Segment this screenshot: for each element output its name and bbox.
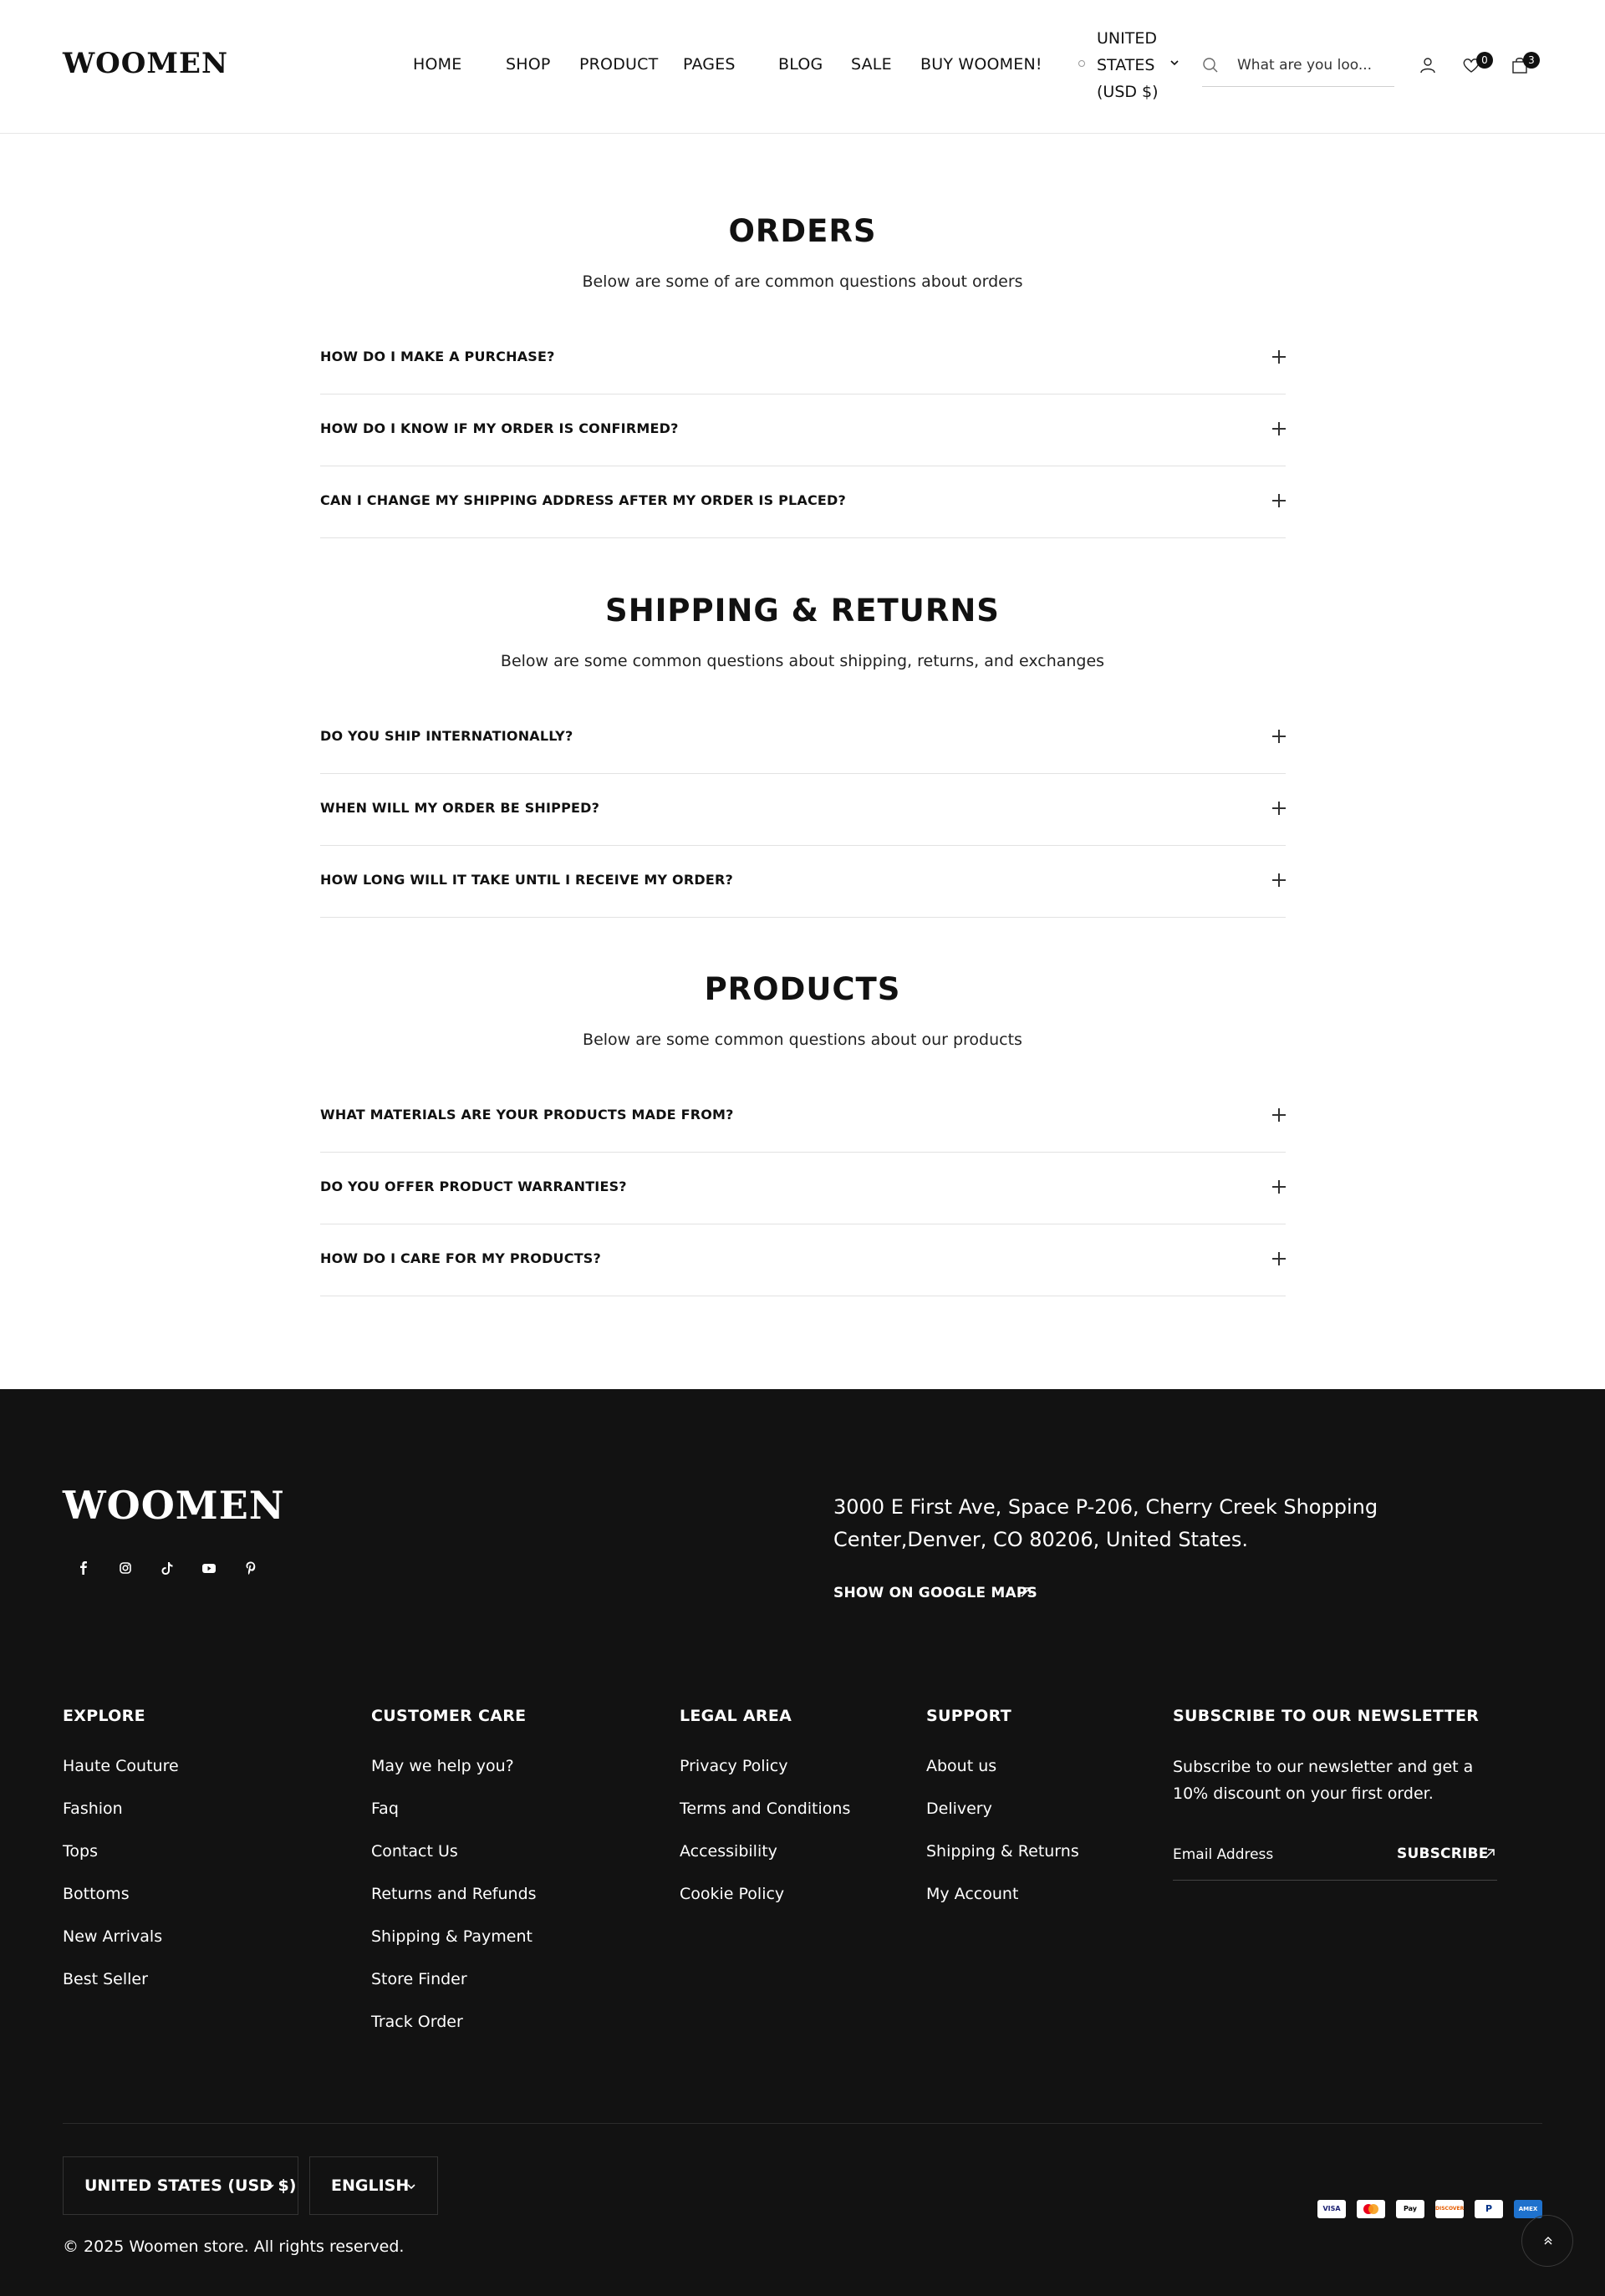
faq-section-subtitle-products: Below are some common questions about our products [583,1031,1022,1049]
plus-icon[interactable] [1272,422,1286,435]
footer-link[interactable]: New Arrivals [63,1927,163,1946]
footer-link[interactable]: Contact Us [371,1842,458,1861]
faq-item[interactable] [320,774,1286,846]
footer-divider [63,2123,1542,2124]
footer-link[interactable]: Terms and Conditions [680,1800,851,1818]
footer-col-title-support: SUPPORT [926,1707,1011,1725]
footer-link[interactable]: About us [926,1757,997,1775]
arrow-up-right-icon[interactable] [1020,1586,1032,1598]
faq-section-title-products: PRODUCTS [704,971,901,1007]
language-label: ENGLISH [331,2176,410,2195]
currency-label: UNITED STATES (USD $) [84,2176,297,2195]
amex-icon: AMEX [1514,2200,1542,2218]
country-selector[interactable] [1097,25,1159,105]
faq-question: HOW DO I KNOW IF MY ORDER IS CONFIRMED? [320,420,679,436]
newsletter-title: SUBSCRIBE TO OUR NEWSLETTER [1173,1707,1480,1725]
country-line: STATES [1097,56,1155,74]
faq-section-title-shipping: SHIPPING & RETURNS [605,593,1000,629]
currency-selector[interactable] [63,2156,298,2215]
footer-link[interactable]: Shipping & Returns [926,1842,1079,1861]
nav-sale[interactable]: SALE [851,55,892,74]
tiktok-icon[interactable] [157,1558,177,1578]
google-maps-link[interactable]: SHOW ON GOOGLE MAPS [833,1585,1037,1601]
footer-link[interactable]: Privacy Policy [680,1757,788,1775]
faq-item[interactable] [320,846,1286,918]
nav-shop[interactable]: SHOP [506,55,551,74]
mastercard-circles [1357,2200,1385,2218]
faq-question: DO YOU OFFER PRODUCT WARRANTIES? [320,1179,627,1194]
faq-question: HOW LONG WILL IT TAKE UNTIL I RECEIVE MY ORDER? [320,872,733,888]
country-line: UNITED [1097,29,1157,48]
faq-question: WHEN WILL MY ORDER BE SHIPPED? [320,800,600,816]
faq-item[interactable] [320,1081,1286,1153]
nav-product[interactable]: PRODUCT [579,55,659,74]
newsletter-form [1173,1839,1497,1881]
email-field[interactable] [1173,1842,1373,1867]
footer-link[interactable]: Returns and Refunds [371,1885,537,1903]
plus-icon[interactable] [1272,1108,1286,1122]
footer-link[interactable]: Track Order [371,2013,463,2031]
facebook-icon[interactable] [74,1558,94,1578]
site-footer [0,1389,1605,2296]
paypal-icon: P [1475,2200,1503,2218]
footer-logo[interactable]: WOOMEN [63,1483,285,1528]
globe-icon [1078,60,1085,67]
footer-link[interactable]: Accessibility [680,1842,777,1861]
nav-home[interactable]: HOME [413,55,462,74]
faq-question: CAN I CHANGE MY SHIPPING ADDRESS AFTER MY ORDER IS PLACED? [320,492,847,508]
site-logo[interactable]: WOOMEN [63,47,229,80]
nav-pages[interactable]: PAGES [683,55,736,74]
copyright: © 2025 Woomen store. All rights reserved. [63,2237,405,2256]
arrow-up-right-icon[interactable] [1484,1848,1495,1860]
faq-question: HOW DO I CARE FOR MY PRODUCTS? [320,1250,602,1266]
footer-link[interactable]: Best Seller [63,1970,148,1988]
back-to-top-button[interactable] [1521,2215,1573,2267]
footer-link[interactable]: Cookie Policy [680,1885,785,1903]
apple-pay-icon: Pay [1396,2200,1424,2218]
faq-question: HOW DO I MAKE A PURCHASE? [320,349,555,364]
plus-icon[interactable] [1272,873,1286,887]
account-icon[interactable] [1418,55,1438,75]
plus-icon[interactable] [1272,350,1286,364]
faq-section-subtitle-orders: Below are some of are common questions about orders [582,272,1023,291]
mastercard-icon [1357,2200,1385,2218]
faq-item[interactable] [320,702,1286,774]
youtube-icon[interactable] [199,1558,219,1578]
chevron-down-icon[interactable] [1170,59,1179,67]
footer-link[interactable]: Delivery [926,1800,992,1818]
chevron-down-icon [407,2182,415,2191]
plus-icon[interactable] [1272,802,1286,815]
faq-question: WHAT MATERIALS ARE YOUR PRODUCTS MADE FROM? [320,1107,734,1123]
plus-icon[interactable] [1272,1252,1286,1265]
wishlist-count-badge: 0 [1476,52,1493,69]
search-input[interactable] [1237,52,1388,79]
footer-link[interactable]: May we help you? [371,1757,514,1775]
faq-item[interactable] [320,323,1286,395]
footer-link[interactable]: Bottoms [63,1885,130,1903]
nav-buy-woomen[interactable]: BUY WOOMEN! [920,55,1042,74]
faq-section-title-orders: ORDERS [728,213,877,249]
instagram-icon[interactable] [115,1558,135,1578]
footer-col-title-customer-care: CUSTOMER CARE [371,1707,527,1725]
store-address: 3000 E First Ave, Space P-206, Cherry Creek Shopping Center,Denver, CO 80206, United States. [833,1495,1378,1551]
footer-link[interactable]: Faq [371,1800,399,1818]
chevron-down-icon [266,2182,274,2191]
pinterest-icon[interactable] [241,1558,261,1578]
plus-icon[interactable] [1272,1180,1286,1194]
cart-count-badge: 3 [1523,52,1540,69]
search-icon[interactable] [1202,57,1219,74]
discover-icon: DISCOVER [1435,2200,1464,2218]
nav-blog[interactable]: BLOG [778,55,823,74]
faq-item[interactable] [320,1153,1286,1224]
plus-icon[interactable] [1272,730,1286,743]
country-line: (USD $) [1097,83,1159,101]
visa-icon: VISA [1317,2200,1346,2218]
footer-col-title-explore: EXPLORE [63,1707,145,1725]
site-header [0,0,1605,134]
faq-section-subtitle-shipping: Below are some common questions about shipping, returns, and exchanges [500,652,1105,670]
newsletter-text: Subscribe to our newsletter and get a 10% discount on your first order. [1173,1758,1474,1803]
footer-link[interactable]: Shipping & Payment [371,1927,532,1946]
footer-link[interactable]: Haute Couture [63,1757,179,1775]
footer-link[interactable]: Fashion [63,1800,123,1818]
faq-item[interactable] [320,1224,1286,1296]
subscribe-button[interactable]: SUBSCRIBE [1397,1845,1489,1862]
plus-icon[interactable] [1272,494,1286,507]
footer-col-title-legal-area: LEGAL AREA [680,1707,792,1725]
search-bar [1202,52,1394,87]
footer-link[interactable]: Store Finder [371,1970,467,1988]
faq-item[interactable] [320,395,1286,466]
faq-question: DO YOU SHIP INTERNATIONALLY? [320,728,573,744]
language-selector[interactable] [309,2156,438,2215]
chevrons-up-icon [1542,2234,1554,2248]
footer-link[interactable]: My Account [926,1885,1019,1903]
footer-link[interactable]: Tops [63,1842,98,1861]
faq-item[interactable] [320,466,1286,538]
